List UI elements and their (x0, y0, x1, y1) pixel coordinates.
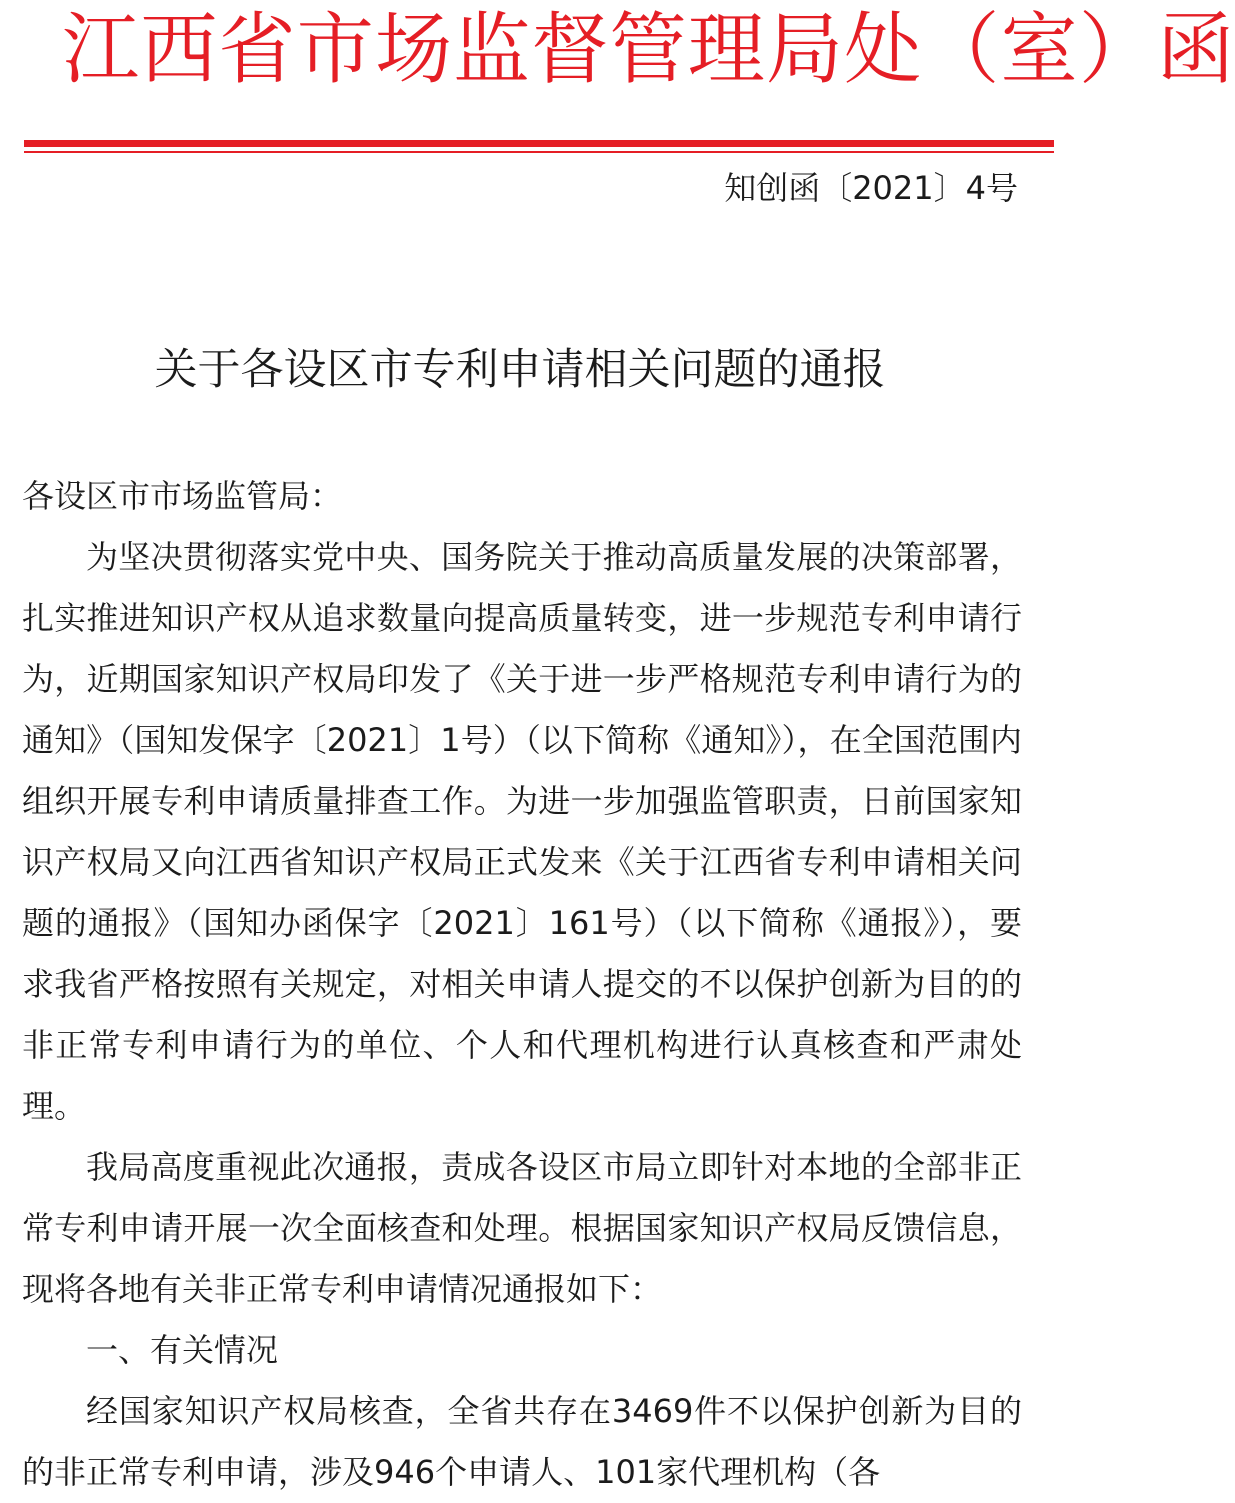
letterhead-red-rule (24, 140, 1054, 147)
salutation: 各设区市市场监管局： (22, 477, 343, 515)
body-paragraph-2: 我局高度重视此次通报，责成各设区市局立即针对本地的全部非正常专利申请开展一次全面核查和处理。根据国家知识产权局反馈信息，现将各地有关非正常专利申请情况通报如下： (22, 1148, 1022, 1308)
section-heading-1: 一、有关情况 (86, 1331, 279, 1369)
body-paragraph-1: 为坚决贯彻落实党中央、国务院关于推动高质量发展的决策部署，扎实推进知识产权从追求数量向提高质量转变，进一步规范专利申请行为，近期国家知识产权局印发了《关于进一步严格规范专利申请行为的通知》（国知发保字〔2021〕1号）（以下简称《通知》），在全国范围内组织开展专利申请质量排查工作。为进一步加强监管职责，日前国家知识产权局又向江西省知识产权局正式发来《关于江西省专利申请相关问题的通报》（国知办函保字〔2021〕161号）（以下简称《通报》），要求我省严格按照有关规定，对相关申请人提交的不以保护创新为目的的非正常专利申请行为的单位、个人和代理机构进行认真核查和严肃处理。 (22, 538, 1022, 1125)
letterhead-red-rule-thin (24, 151, 1054, 153)
document-number: 知创函〔2021〕4号 (724, 169, 1018, 207)
document-heading: 关于各设区市专利申请相关问题的通报 (154, 345, 886, 395)
document-body (22, 466, 1022, 1503)
letterhead-title: 江西省市场监督管理局处（室）函 (62, 5, 1235, 95)
body-paragraph-3: 经国家知识产权局核查，全省共存在3469件不以保护创新为目的的非正常专利申请，涉及946个申请人、101家代理机构（各 (22, 1392, 1022, 1491)
